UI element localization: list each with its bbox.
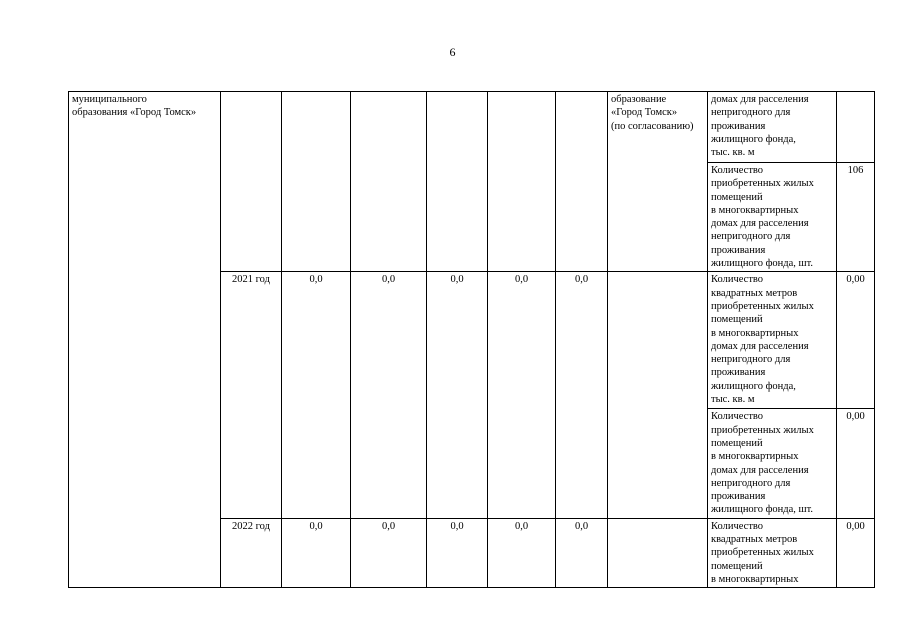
value-cell — [282, 92, 351, 272]
org-name-cell: муниципального образования «Город Томск» — [69, 92, 221, 588]
indicator-name-cell: Количество приобретенных жилых помещений в многоквартирных домах для расселения непригодного для проживания жилищного фонда, шт. — [708, 409, 837, 518]
indicator-value-cell: 0,00 — [837, 409, 875, 518]
indicator-name-cell: Количество квадратных метров приобретенных жилых помещений в многоквартирных — [708, 518, 837, 587]
value-cell: 0,0 — [488, 518, 556, 587]
value-cell: 0,0 — [282, 272, 351, 518]
year-cell — [221, 92, 282, 272]
value-cell: 0,0 — [556, 518, 608, 587]
value-cell — [556, 92, 608, 272]
indicator-value-cell: 106 — [837, 163, 875, 272]
indicator-value-cell — [837, 92, 875, 163]
indicator-name-cell: Количество приобретенных жилых помещений в многоквартирных домах для расселения непригодного для проживания жилищного фонда, шт. — [708, 163, 837, 272]
program-table — [68, 91, 875, 588]
page-number: 6 — [449, 45, 456, 59]
value-cell — [427, 92, 488, 272]
indicator-value-cell: 0,00 — [837, 272, 875, 409]
year-cell: 2022 год — [221, 518, 282, 587]
value-cell — [351, 92, 427, 272]
indicator-value-cell: 0,00 — [837, 518, 875, 587]
year-cell: 2021 год — [221, 272, 282, 518]
indicator-name-cell: Количество квадратных метров приобретенных жилых помещений в многоквартирных домах для расселения непригодного для проживания жилищного фонда, тыс. кв. м — [708, 272, 837, 409]
value-cell: 0,0 — [556, 272, 608, 518]
value-cell: 0,0 — [427, 272, 488, 518]
value-cell: 0,0 — [488, 272, 556, 518]
value-cell: 0,0 — [427, 518, 488, 587]
value-cell — [488, 92, 556, 272]
value-cell: 0,0 — [282, 518, 351, 587]
indicator-name-cell: домах для расселения непригодного для проживания жилищного фонда, тыс. кв. м — [708, 92, 837, 163]
value-cell: 0,0 — [351, 272, 427, 518]
table-row — [69, 92, 875, 163]
coexecutor-cell — [608, 272, 708, 518]
coexecutor-cell: образование «Город Томск» (по согласованию) — [608, 92, 708, 272]
coexecutor-cell — [608, 518, 708, 587]
value-cell: 0,0 — [351, 518, 427, 587]
